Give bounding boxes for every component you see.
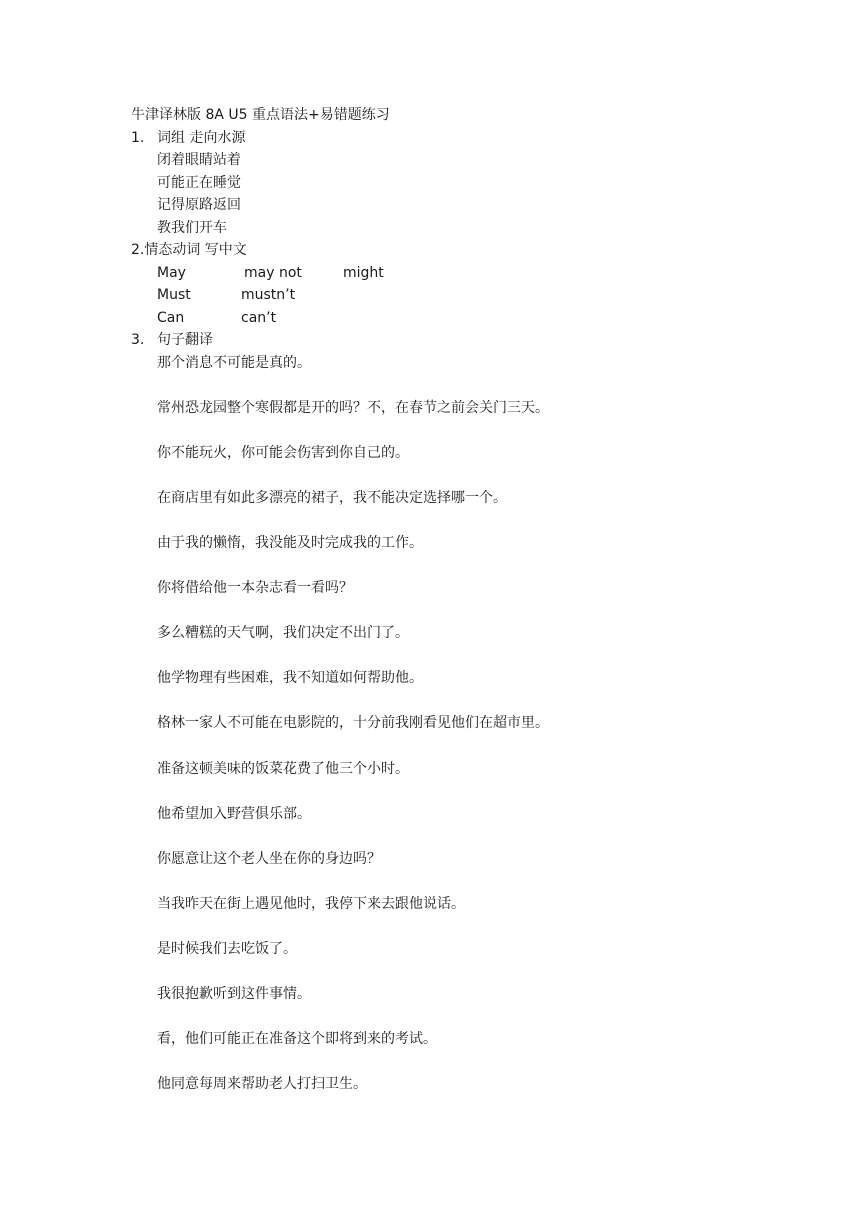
translation-sentence: 格林一家人不可能在电影院的，十分前我刚看见他们在超市里。 xyxy=(157,715,549,731)
section-1-item: 教我们开车 xyxy=(157,220,227,236)
modal-verb: mustn’t xyxy=(241,287,296,303)
translation-sentence: 他学物理有些困难，我不知道如何帮助他。 xyxy=(157,670,423,686)
section-1-item: 可能正在睡觉 xyxy=(157,175,241,191)
section-1-item: 记得原路返回 xyxy=(157,197,241,213)
translation-sentence: 他同意每周来帮助老人打扫卫生。 xyxy=(157,1076,367,1092)
translation-sentence: 由于我的懒惰，我没能及时完成我的工作。 xyxy=(157,535,423,551)
document-title: 牛津译林版 8A U5 重点语法+易错题练习 xyxy=(131,107,390,123)
translation-sentence: 我很抱歉听到这件事情。 xyxy=(157,986,311,1002)
section-3-heading: 句子翻译 xyxy=(157,332,213,348)
translation-sentence: 在商店里有如此多漂亮的裙子，我不能决定选择哪一个。 xyxy=(157,490,507,506)
modal-verb: might xyxy=(343,265,384,281)
translation-sentence: 你不能玩火，你可能会伤害到你自己的。 xyxy=(157,445,409,461)
modal-verb: Must xyxy=(157,287,191,303)
translation-sentence: 他希望加入野营俱乐部。 xyxy=(157,806,311,822)
translation-sentence: 你将借给他一本杂志看一看吗？ xyxy=(157,580,353,596)
section-1-item: 闭着眼睛站着 xyxy=(157,152,241,168)
modal-verb: May xyxy=(157,265,186,281)
section-1-number: 1. xyxy=(131,130,145,146)
section-2-heading: 2.情态动词 写中文 xyxy=(131,242,247,258)
translation-sentence: 看，他们可能正在准备这个即将到来的考试。 xyxy=(157,1031,437,1047)
translation-sentence: 常州恐龙园整个寒假都是开的吗？不，在春节之前会关门三天。 xyxy=(157,400,549,416)
translation-sentence: 准备这顿美味的饭菜花费了他三个小时。 xyxy=(157,761,409,777)
translation-sentence: 当我昨天在街上遇见他时，我停下来去跟他说话。 xyxy=(157,896,465,912)
modal-verb: may not xyxy=(244,265,302,281)
translation-sentence: 你愿意让这个老人坐在你的身边吗？ xyxy=(157,851,381,867)
section-3-number: 3. xyxy=(131,332,145,348)
section-1-heading: 词组 走向水源 xyxy=(157,130,246,146)
translation-sentence: 是时候我们去吃饭了。 xyxy=(157,941,297,957)
modal-verb: can’t xyxy=(241,310,277,326)
translation-sentence: 多么糟糕的天气啊，我们决定不出门了。 xyxy=(157,625,409,641)
translation-sentence: 那个消息不可能是真的。 xyxy=(157,355,311,371)
modal-verb: Can xyxy=(157,310,185,326)
